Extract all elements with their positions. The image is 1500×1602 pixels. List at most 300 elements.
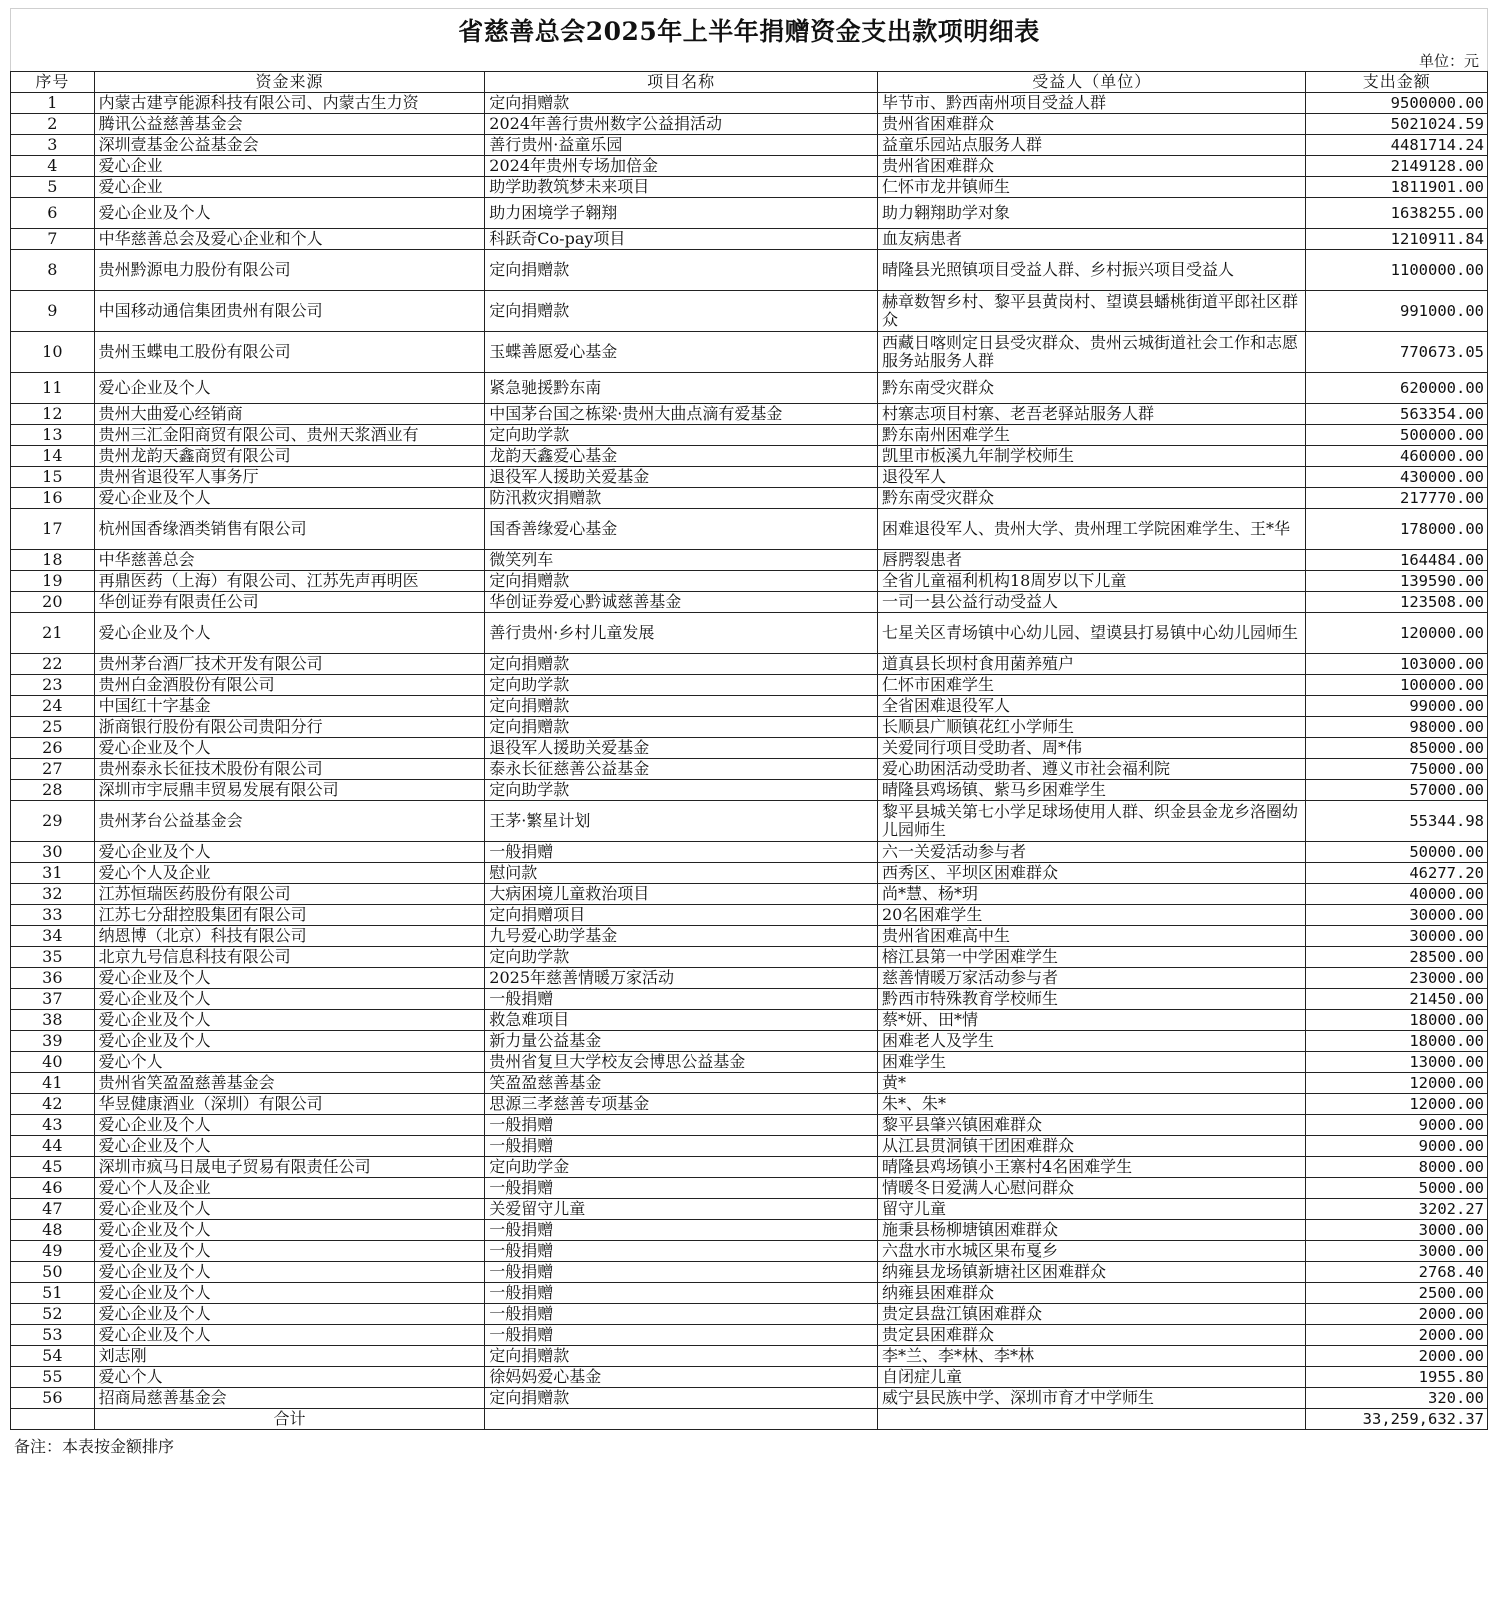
table-row xyxy=(11,926,1488,947)
cell-project-name: 一般捐赠 xyxy=(485,1304,878,1325)
cell-project-name: 关爱留守儿童 xyxy=(485,1199,878,1220)
cell-fund-source: 爱心个人 xyxy=(94,1367,485,1388)
cell-amount: 100000.00 xyxy=(1306,675,1488,696)
cell-beneficiary: 黎平县城关第七小学足球场使用人群、织金县金龙乡洛圈幼儿园师生 xyxy=(878,801,1306,842)
cell-index: 36 xyxy=(11,968,95,989)
cell-index: 32 xyxy=(11,884,95,905)
table-row xyxy=(11,1241,1488,1262)
cell-project-name: 思源三孝慈善专项基金 xyxy=(485,1094,878,1115)
table-row xyxy=(11,738,1488,759)
cell-project-name: 中国茅台国之栋梁·贵州大曲点滴有爱基金 xyxy=(485,404,878,425)
cell-beneficiary: 施秉县杨柳塘镇困难群众 xyxy=(878,1220,1306,1241)
table-row xyxy=(11,1115,1488,1136)
cell-index: 48 xyxy=(11,1220,95,1241)
cell-beneficiary: 全省儿童福利机构18周岁以下儿童 xyxy=(878,571,1306,592)
cell-fund-source: 深圳市疯马日晟电子贸易有限责任公司 xyxy=(94,1157,485,1178)
cell-amount: 30000.00 xyxy=(1306,905,1488,926)
cell-beneficiary: 晴隆县鸡场镇小王寨村4名困难学生 xyxy=(878,1157,1306,1178)
cell-amount: 1955.80 xyxy=(1306,1367,1488,1388)
cell-beneficiary: 凯里市板溪九年制学校师生 xyxy=(878,446,1306,467)
cell-fund-source: 贵州大曲爱心经销商 xyxy=(94,404,485,425)
cell-index: 1 xyxy=(11,93,95,114)
cell-fund-source: 爱心企业及个人 xyxy=(94,1136,485,1157)
cell-project-name: 定向捐赠款 xyxy=(485,93,878,114)
cell-project-name: 定向助学款 xyxy=(485,675,878,696)
cell-index: 44 xyxy=(11,1136,95,1157)
cell-project-name: 2024年贵州专场加倍金 xyxy=(485,156,878,177)
cell-amount: 5000.00 xyxy=(1306,1178,1488,1199)
cell-project-name: 定向捐赠款 xyxy=(485,696,878,717)
cell-amount: 3202.27 xyxy=(1306,1199,1488,1220)
cell-fund-source: 爱心企业及个人 xyxy=(94,842,485,863)
total-amount: 33,259,632.37 xyxy=(1306,1409,1488,1430)
cell-fund-source: 贵州省笑盈盈慈善基金会 xyxy=(94,1073,485,1094)
cell-index: 17 xyxy=(11,509,95,550)
cell-fund-source: 贵州茅台酒厂技术开发有限公司 xyxy=(94,654,485,675)
cell-beneficiary: 威宁县民族中学、深圳市育才中学师生 xyxy=(878,1388,1306,1409)
cell-index: 12 xyxy=(11,404,95,425)
cell-index: 14 xyxy=(11,446,95,467)
cell-fund-source: 爱心企业及个人 xyxy=(94,1283,485,1304)
table-row xyxy=(11,1136,1488,1157)
cell-project-name: 一般捐赠 xyxy=(485,1325,878,1346)
cell-index: 53 xyxy=(11,1325,95,1346)
cell-index: 28 xyxy=(11,780,95,801)
cell-index: 2 xyxy=(11,114,95,135)
cell-project-name: 大病困境儿童救治项目 xyxy=(485,884,878,905)
cell-project-name: 善行贵州·乡村儿童发展 xyxy=(485,613,878,654)
cell-beneficiary: 从江县贯洞镇干团困难群众 xyxy=(878,1136,1306,1157)
cell-index: 41 xyxy=(11,1073,95,1094)
cell-project-name: 定向助学款 xyxy=(485,947,878,968)
cell-project-name: 防汛救灾捐赠款 xyxy=(485,488,878,509)
cell-index: 3 xyxy=(11,135,95,156)
cell-fund-source: 北京九号信息科技有限公司 xyxy=(94,947,485,968)
cell-index: 4 xyxy=(11,156,95,177)
cell-beneficiary: 西秀区、平坝区困难群众 xyxy=(878,863,1306,884)
cell-beneficiary: 唇腭裂患者 xyxy=(878,550,1306,571)
table-row xyxy=(11,780,1488,801)
table-row xyxy=(11,759,1488,780)
cell-amount: 460000.00 xyxy=(1306,446,1488,467)
cell-fund-source: 贵州三汇金阳商贸有限公司、贵州天浆酒业有 xyxy=(94,425,485,446)
cell-fund-source: 贵州白金酒股份有限公司 xyxy=(94,675,485,696)
cell-fund-source: 爱心企业及个人 xyxy=(94,613,485,654)
cell-index: 49 xyxy=(11,1241,95,1262)
cell-project-name: 一般捐赠 xyxy=(485,1136,878,1157)
cell-project-name: 九号爱心助学基金 xyxy=(485,926,878,947)
cell-beneficiary: 血友病患者 xyxy=(878,229,1306,250)
cell-project-name: 定向捐赠款 xyxy=(485,717,878,738)
cell-beneficiary: 仁怀市困难学生 xyxy=(878,675,1306,696)
cell-index: 13 xyxy=(11,425,95,446)
cell-amount: 3000.00 xyxy=(1306,1220,1488,1241)
cell-project-name: 定向捐赠款 xyxy=(485,571,878,592)
cell-amount: 5021024.59 xyxy=(1306,114,1488,135)
cell-index: 6 xyxy=(11,198,95,229)
table-row xyxy=(11,863,1488,884)
cell-index: 27 xyxy=(11,759,95,780)
cell-index: 39 xyxy=(11,1031,95,1052)
cell-project-name: 玉蝶善愿爱心基金 xyxy=(485,332,878,373)
cell-amount: 1638255.00 xyxy=(1306,198,1488,229)
cell-beneficiary: 贵州省困难群众 xyxy=(878,114,1306,135)
cell-fund-source: 华昱健康酒业（深圳）有限公司 xyxy=(94,1094,485,1115)
cell-beneficiary: 贵州省困难群众 xyxy=(878,156,1306,177)
cell-index: 51 xyxy=(11,1283,95,1304)
cell-fund-source: 中国红十字基金 xyxy=(94,696,485,717)
cell-amount: 12000.00 xyxy=(1306,1094,1488,1115)
cell-fund-source: 爱心企业 xyxy=(94,156,485,177)
cell-beneficiary: 关爱同行项目受助者、周*伟 xyxy=(878,738,1306,759)
cell-index: 37 xyxy=(11,989,95,1010)
cell-index: 8 xyxy=(11,250,95,291)
page-title: 省慈善总会2025年上半年捐赠资金支出款项明细表 xyxy=(458,17,1040,46)
cell-fund-source: 深圳市宇辰鼎丰贸易发展有限公司 xyxy=(94,780,485,801)
table-row xyxy=(11,1325,1488,1346)
header-amount: 支出金额 xyxy=(1306,72,1488,93)
cell-beneficiary: 助力翱翔助学对象 xyxy=(878,198,1306,229)
cell-index: 50 xyxy=(11,1262,95,1283)
cell-fund-source: 爱心企业及个人 xyxy=(94,198,485,229)
cell-beneficiary: 退役军人 xyxy=(878,467,1306,488)
table-row xyxy=(11,1262,1488,1283)
cell-beneficiary: 毕节市、黔西南州项目受益人群 xyxy=(878,93,1306,114)
cell-beneficiary: 益童乐园站点服务人群 xyxy=(878,135,1306,156)
cell-amount: 3000.00 xyxy=(1306,1241,1488,1262)
cell-amount: 178000.00 xyxy=(1306,509,1488,550)
cell-fund-source: 深圳壹基金公益基金会 xyxy=(94,135,485,156)
footnote: 备注：本表按金额排序 xyxy=(14,1437,175,1456)
table-row xyxy=(11,1094,1488,1115)
cell-fund-source: 杭州国香缘酒类销售有限公司 xyxy=(94,509,485,550)
cell-project-name: 一般捐赠 xyxy=(485,1220,878,1241)
cell-amount: 1811901.00 xyxy=(1306,177,1488,198)
cell-fund-source: 中华慈善总会及爱心企业和个人 xyxy=(94,229,485,250)
cell-fund-source: 江苏恒瑞医药股份有限公司 xyxy=(94,884,485,905)
cell-fund-source: 爱心企业及个人 xyxy=(94,1220,485,1241)
cell-amount: 9000.00 xyxy=(1306,1115,1488,1136)
cell-project-name: 定向捐赠款 xyxy=(485,1346,878,1367)
cell-fund-source: 爱心企业及个人 xyxy=(94,1241,485,1262)
cell-fund-source: 江苏七分甜控股集团有限公司 xyxy=(94,905,485,926)
cell-project-name: 国香善缘爱心基金 xyxy=(485,509,878,550)
cell-project-name: 善行贵州·益童乐园 xyxy=(485,135,878,156)
cell-beneficiary: 仁怀市龙井镇师生 xyxy=(878,177,1306,198)
cell-index: 56 xyxy=(11,1388,95,1409)
table-row xyxy=(11,177,1488,198)
table-row xyxy=(11,1031,1488,1052)
cell-amount: 46277.20 xyxy=(1306,863,1488,884)
cell-project-name: 救急难项目 xyxy=(485,1010,878,1031)
cell-project-name: 定向助学款 xyxy=(485,780,878,801)
cell-beneficiary: 黔东南受灾群众 xyxy=(878,488,1306,509)
cell-fund-source: 爱心企业及个人 xyxy=(94,1199,485,1220)
cell-amount: 8000.00 xyxy=(1306,1157,1488,1178)
table-row xyxy=(11,156,1488,177)
cell-fund-source: 爱心企业及个人 xyxy=(94,1325,485,1346)
cell-index: 43 xyxy=(11,1115,95,1136)
cell-fund-source: 华创证券有限责任公司 xyxy=(94,592,485,613)
cell-fund-source: 腾讯公益慈善基金会 xyxy=(94,114,485,135)
cell-amount: 18000.00 xyxy=(1306,1031,1488,1052)
cell-fund-source: 内蒙古建亨能源科技有限公司、内蒙古生力资 xyxy=(94,93,485,114)
cell-project-name: 退役军人援助关爱基金 xyxy=(485,738,878,759)
cell-amount: 430000.00 xyxy=(1306,467,1488,488)
cell-project-name: 一般捐赠 xyxy=(485,1241,878,1262)
table-row xyxy=(11,947,1488,968)
cell-fund-source: 爱心企业及个人 xyxy=(94,1262,485,1283)
cell-index: 25 xyxy=(11,717,95,738)
cell-fund-source: 爱心个人及企业 xyxy=(94,1178,485,1199)
cell-fund-source: 招商局慈善基金会 xyxy=(94,1388,485,1409)
total-empty-cell xyxy=(485,1409,878,1430)
cell-amount: 991000.00 xyxy=(1306,291,1488,332)
cell-beneficiary: 黔东南州困难学生 xyxy=(878,425,1306,446)
cell-beneficiary: 六一关爱活动参与者 xyxy=(878,842,1306,863)
header-beneficiary: 受益人（单位） xyxy=(878,72,1306,93)
cell-index: 18 xyxy=(11,550,95,571)
cell-fund-source: 爱心企业及个人 xyxy=(94,1010,485,1031)
cell-index: 31 xyxy=(11,863,95,884)
cell-index: 9 xyxy=(11,291,95,332)
cell-fund-source: 中国移动通信集团贵州有限公司 xyxy=(94,291,485,332)
table-row xyxy=(11,425,1488,446)
cell-project-name: 一般捐赠 xyxy=(485,842,878,863)
cell-beneficiary: 尚*慧、杨*玥 xyxy=(878,884,1306,905)
cell-project-name: 华创证券爱心黔诚慈善基金 xyxy=(485,592,878,613)
cell-project-name: 助力困境学子翱翔 xyxy=(485,198,878,229)
cell-beneficiary: 困难老人及学生 xyxy=(878,1031,1306,1052)
table-row xyxy=(11,613,1488,654)
cell-index: 34 xyxy=(11,926,95,947)
cell-project-name: 定向捐赠项目 xyxy=(485,905,878,926)
cell-beneficiary: 一司一县公益行动受益人 xyxy=(878,592,1306,613)
cell-fund-source: 贵州玉蝶电工股份有限公司 xyxy=(94,332,485,373)
cell-fund-source: 中华慈善总会 xyxy=(94,550,485,571)
cell-beneficiary: 情暖冬日爱满人心慰问群众 xyxy=(878,1178,1306,1199)
cell-amount: 563354.00 xyxy=(1306,404,1488,425)
cell-index: 16 xyxy=(11,488,95,509)
cell-amount: 2768.40 xyxy=(1306,1262,1488,1283)
cell-amount: 1210911.84 xyxy=(1306,229,1488,250)
cell-amount: 28500.00 xyxy=(1306,947,1488,968)
cell-amount: 98000.00 xyxy=(1306,717,1488,738)
cell-project-name: 定向助学金 xyxy=(485,1157,878,1178)
table-row xyxy=(11,1199,1488,1220)
cell-beneficiary: 自闭症儿童 xyxy=(878,1367,1306,1388)
cell-index: 29 xyxy=(11,801,95,842)
table-row xyxy=(11,1178,1488,1199)
cell-project-name: 泰永长征慈善公益基金 xyxy=(485,759,878,780)
cell-amount: 9000.00 xyxy=(1306,1136,1488,1157)
table-row xyxy=(11,1052,1488,1073)
table-row xyxy=(11,1367,1488,1388)
unit-label: 单位：元 xyxy=(10,51,1488,71)
cell-beneficiary: 贵定县困难群众 xyxy=(878,1325,1306,1346)
cell-amount: 85000.00 xyxy=(1306,738,1488,759)
total-row xyxy=(11,1409,1488,1430)
total-label: 合计 xyxy=(94,1409,485,1430)
table-row xyxy=(11,1388,1488,1409)
cell-fund-source: 浙商银行股份有限公司贵阳分行 xyxy=(94,717,485,738)
cell-beneficiary: 纳雍县龙场镇新塘社区困难群众 xyxy=(878,1262,1306,1283)
table-row xyxy=(11,198,1488,229)
cell-beneficiary: 七星关区青场镇中心幼儿园、望谟县打易镇中心幼儿园师生 xyxy=(878,613,1306,654)
cell-index: 10 xyxy=(11,332,95,373)
cell-beneficiary: 困难退役军人、贵州大学、贵州理工学院困难学生、王*华 xyxy=(878,509,1306,550)
cell-index: 47 xyxy=(11,1199,95,1220)
cell-project-name: 微笑列车 xyxy=(485,550,878,571)
table-row xyxy=(11,1220,1488,1241)
expenditure-table xyxy=(10,71,1488,1430)
cell-fund-source: 再鼎医药（上海）有限公司、江苏先声再明医 xyxy=(94,571,485,592)
cell-index: 33 xyxy=(11,905,95,926)
cell-project-name: 一般捐赠 xyxy=(485,989,878,1010)
cell-project-name: 助学助教筑梦未来项目 xyxy=(485,177,878,198)
cell-amount: 75000.00 xyxy=(1306,759,1488,780)
table-row xyxy=(11,571,1488,592)
cell-amount: 40000.00 xyxy=(1306,884,1488,905)
cell-index: 26 xyxy=(11,738,95,759)
header-index: 序号 xyxy=(11,72,95,93)
table-row xyxy=(11,1283,1488,1304)
cell-beneficiary: 赫章数智乡村、黎平县黄岗村、望谟县蟠桃街道平郎社区群众 xyxy=(878,291,1306,332)
cell-fund-source: 贵州茅台公益基金会 xyxy=(94,801,485,842)
table-row xyxy=(11,404,1488,425)
table-row xyxy=(11,1346,1488,1367)
cell-fund-source: 爱心个人 xyxy=(94,1052,485,1073)
table-row xyxy=(11,488,1488,509)
table-row xyxy=(11,1304,1488,1325)
cell-project-name: 一般捐赠 xyxy=(485,1283,878,1304)
cell-amount: 123508.00 xyxy=(1306,592,1488,613)
cell-beneficiary: 黎平县肇兴镇困难群众 xyxy=(878,1115,1306,1136)
table-row xyxy=(11,446,1488,467)
cell-amount: 4481714.24 xyxy=(1306,135,1488,156)
cell-amount: 770673.05 xyxy=(1306,332,1488,373)
cell-index: 23 xyxy=(11,675,95,696)
table-row xyxy=(11,905,1488,926)
cell-project-name: 退役军人援助关爱基金 xyxy=(485,467,878,488)
cell-amount: 1100000.00 xyxy=(1306,250,1488,291)
cell-index: 15 xyxy=(11,467,95,488)
table-row xyxy=(11,467,1488,488)
cell-index: 42 xyxy=(11,1094,95,1115)
cell-beneficiary: 黔西市特殊教育学校师生 xyxy=(878,989,1306,1010)
cell-amount: 12000.00 xyxy=(1306,1073,1488,1094)
table-row xyxy=(11,291,1488,332)
cell-amount: 2000.00 xyxy=(1306,1304,1488,1325)
table-row xyxy=(11,509,1488,550)
cell-fund-source: 爱心企业 xyxy=(94,177,485,198)
table-row xyxy=(11,696,1488,717)
total-empty-cell xyxy=(878,1409,1306,1430)
table-body xyxy=(11,93,1488,1409)
cell-beneficiary: 黔东南受灾群众 xyxy=(878,373,1306,404)
cell-project-name: 一般捐赠 xyxy=(485,1115,878,1136)
cell-fund-source: 爱心企业及个人 xyxy=(94,968,485,989)
cell-index: 24 xyxy=(11,696,95,717)
cell-index: 21 xyxy=(11,613,95,654)
table-row xyxy=(11,93,1488,114)
cell-project-name: 笑盈盈慈善基金 xyxy=(485,1073,878,1094)
cell-fund-source: 刘志刚 xyxy=(94,1346,485,1367)
cell-amount: 21450.00 xyxy=(1306,989,1488,1010)
cell-index: 52 xyxy=(11,1304,95,1325)
title-row xyxy=(10,8,1488,51)
cell-index: 20 xyxy=(11,592,95,613)
cell-index: 54 xyxy=(11,1346,95,1367)
cell-project-name: 定向助学款 xyxy=(485,425,878,446)
table-row xyxy=(11,592,1488,613)
cell-project-name: 贵州省复旦大学校友会博思公益基金 xyxy=(485,1052,878,1073)
table-row xyxy=(11,250,1488,291)
cell-fund-source: 爱心企业及个人 xyxy=(94,1304,485,1325)
cell-index: 38 xyxy=(11,1010,95,1031)
cell-project-name: 定向捐赠款 xyxy=(485,654,878,675)
cell-amount: 620000.00 xyxy=(1306,373,1488,404)
cell-amount: 57000.00 xyxy=(1306,780,1488,801)
cell-index: 45 xyxy=(11,1157,95,1178)
cell-beneficiary: 贵定县盘江镇困难群众 xyxy=(878,1304,1306,1325)
header-fund-source: 资金来源 xyxy=(94,72,485,93)
table-row xyxy=(11,968,1488,989)
table-row xyxy=(11,550,1488,571)
cell-fund-source: 爱心企业及个人 xyxy=(94,738,485,759)
cell-amount: 13000.00 xyxy=(1306,1052,1488,1073)
cell-project-name: 慰问款 xyxy=(485,863,878,884)
table-row xyxy=(11,1010,1488,1031)
cell-fund-source: 爱心企业及个人 xyxy=(94,373,485,404)
cell-beneficiary: 纳雍县困难群众 xyxy=(878,1283,1306,1304)
cell-fund-source: 爱心企业及个人 xyxy=(94,1031,485,1052)
cell-index: 5 xyxy=(11,177,95,198)
cell-amount: 30000.00 xyxy=(1306,926,1488,947)
cell-fund-source: 贵州黔源电力股份有限公司 xyxy=(94,250,485,291)
cell-beneficiary: 爱心助困活动受助者、遵义市社会福利院 xyxy=(878,759,1306,780)
table-row xyxy=(11,332,1488,373)
cell-project-name: 新力量公益基金 xyxy=(485,1031,878,1052)
cell-beneficiary: 长顺县广顺镇花红小学师生 xyxy=(878,717,1306,738)
cell-index: 30 xyxy=(11,842,95,863)
cell-project-name: 定向捐赠款 xyxy=(485,291,878,332)
cell-amount: 120000.00 xyxy=(1306,613,1488,654)
table-row xyxy=(11,801,1488,842)
table-row xyxy=(11,884,1488,905)
cell-amount: 23000.00 xyxy=(1306,968,1488,989)
cell-beneficiary: 西藏日喀则定日县受灾群众、贵州云城街道社会工作和志愿服务站服务人群 xyxy=(878,332,1306,373)
table-row xyxy=(11,675,1488,696)
cell-beneficiary: 李*兰、李*林、李*林 xyxy=(878,1346,1306,1367)
cell-beneficiary: 村寨志项目村寨、老吾老驿站服务人群 xyxy=(878,404,1306,425)
cell-fund-source: 爱心个人及企业 xyxy=(94,863,485,884)
cell-fund-source: 爱心企业及个人 xyxy=(94,1115,485,1136)
cell-beneficiary: 榕江县第一中学困难学生 xyxy=(878,947,1306,968)
cell-fund-source: 贵州龙韵天鑫商贸有限公司 xyxy=(94,446,485,467)
cell-project-name: 科跃奇Co-pay项目 xyxy=(485,229,878,250)
cell-fund-source: 纳恩博（北京）科技有限公司 xyxy=(94,926,485,947)
cell-beneficiary: 困难学生 xyxy=(878,1052,1306,1073)
cell-beneficiary: 20名困难学生 xyxy=(878,905,1306,926)
total-empty-cell xyxy=(11,1409,95,1430)
table-row xyxy=(11,373,1488,404)
cell-project-name: 定向捐赠款 xyxy=(485,1388,878,1409)
cell-fund-source: 贵州省退役军人事务厅 xyxy=(94,467,485,488)
spreadsheet-sheet xyxy=(10,8,1488,1457)
cell-beneficiary: 贵州省困难高中生 xyxy=(878,926,1306,947)
cell-amount: 2000.00 xyxy=(1306,1325,1488,1346)
